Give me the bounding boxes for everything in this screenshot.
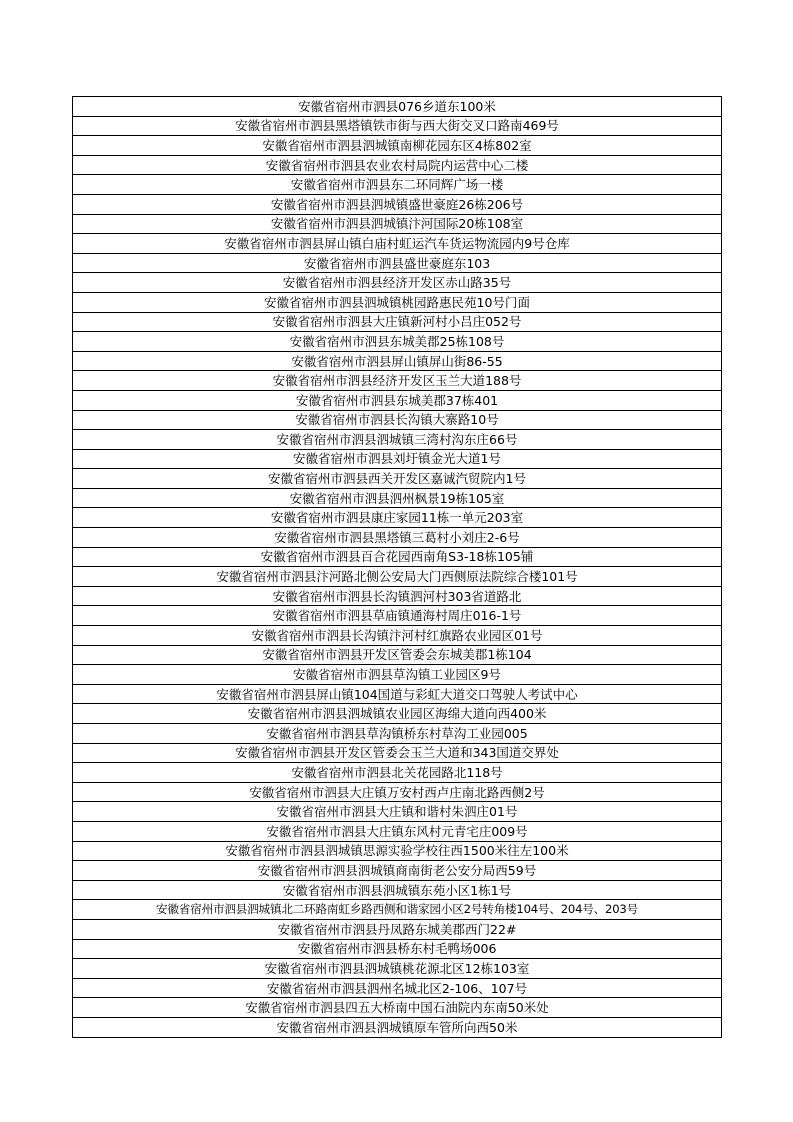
table-row bbox=[73, 528, 722, 548]
address-cell: 安徽省宿州市泗县四五大桥南中国石油院内东南50米处 bbox=[73, 998, 722, 1018]
address-cell: 安徽省宿州市泗县泗城镇桃园路惠民苑10号门面 bbox=[73, 292, 722, 312]
table-row bbox=[73, 1017, 722, 1037]
table-row bbox=[73, 116, 722, 136]
table-row bbox=[73, 273, 722, 293]
address-cell: 安徽省宿州市泗县076乡道东100米 bbox=[73, 97, 722, 117]
table-row bbox=[73, 821, 722, 841]
table-row bbox=[73, 665, 722, 685]
table-row bbox=[73, 155, 722, 175]
address-cell: 安徽省宿州市泗县康庄家园11栋一单元203室 bbox=[73, 508, 722, 528]
table-row bbox=[73, 704, 722, 724]
address-cell: 安徽省宿州市泗县刘圩镇金光大道1号 bbox=[73, 449, 722, 469]
address-cell: 安徽省宿州市泗县东二环同辉广场一楼 bbox=[73, 175, 722, 195]
table-row bbox=[73, 390, 722, 410]
address-cell: 安徽省宿州市泗县长沟镇大寨路10号 bbox=[73, 410, 722, 430]
table-row bbox=[73, 253, 722, 273]
table-row bbox=[73, 586, 722, 606]
address-cell: 安徽省宿州市泗县泗城镇思源实验学校往西1500米往左100米 bbox=[73, 841, 722, 861]
address-cell: 安徽省宿州市泗县大庄镇和谐村朱泗庄01号 bbox=[73, 802, 722, 822]
table-row bbox=[73, 97, 722, 117]
table-row bbox=[73, 488, 722, 508]
table-row bbox=[73, 802, 722, 822]
address-cell: 安徽省宿州市泗县泗城镇农业园区海绵大道向西400米 bbox=[73, 704, 722, 724]
table-row bbox=[73, 351, 722, 371]
address-cell: 安徽省宿州市泗县桥东村毛鸭场006 bbox=[73, 939, 722, 959]
address-cell: 安徽省宿州市泗县长沟镇泗河村303省道路北 bbox=[73, 586, 722, 606]
address-cell: 安徽省宿州市泗县屏山镇白庙村虹运汽车货运物流园内9号仓库 bbox=[73, 234, 722, 254]
address-cell: 安徽省宿州市泗县泗城镇盛世豪庭26栋206号 bbox=[73, 194, 722, 214]
table-row bbox=[73, 292, 722, 312]
address-cell: 安徽省宿州市泗县农业农村局院内运营中心二楼 bbox=[73, 155, 722, 175]
table-row bbox=[73, 508, 722, 528]
address-cell: 安徽省宿州市泗县泗城镇三湾村沟东庄66号 bbox=[73, 430, 722, 450]
address-cell: 安徽省宿州市泗县泗城镇商南街老公安分局西59号 bbox=[73, 861, 722, 881]
table-row bbox=[73, 312, 722, 332]
address-cell: 安徽省宿州市泗县草庙镇通海村周庄016-1号 bbox=[73, 606, 722, 626]
address-cell: 安徽省宿州市泗县丹凤路东城美郡西门22# bbox=[73, 919, 722, 939]
table-row bbox=[73, 939, 722, 959]
table-row bbox=[73, 919, 722, 939]
table-row bbox=[73, 606, 722, 626]
table-row bbox=[73, 194, 722, 214]
table-row bbox=[73, 880, 722, 900]
table-row bbox=[73, 900, 722, 920]
address-cell: 安徽省宿州市泗县东城美郡25栋108号 bbox=[73, 332, 722, 352]
address-cell: 安徽省宿州市泗县黑塔镇三葛村小刘庄2-6号 bbox=[73, 528, 722, 548]
table-row bbox=[73, 136, 722, 156]
address-cell: 安徽省宿州市泗县泗城镇桃花源北区12栋103室 bbox=[73, 959, 722, 979]
address-cell: 安徽省宿州市泗县泗城镇东苑小区1栋1号 bbox=[73, 880, 722, 900]
address-cell: 安徽省宿州市泗县盛世豪庭东103 bbox=[73, 253, 722, 273]
address-cell: 安徽省宿州市泗县北关花园路北118号 bbox=[73, 763, 722, 783]
address-cell: 安徽省宿州市泗县泗城镇汴河国际20栋108室 bbox=[73, 214, 722, 234]
table-row bbox=[73, 861, 722, 881]
address-table-body bbox=[73, 97, 722, 1038]
table-row bbox=[73, 724, 722, 744]
address-cell: 安徽省宿州市泗县经济开发区赤山路35号 bbox=[73, 273, 722, 293]
address-cell: 安徽省宿州市泗县大庄镇万安村西卢庄南北路西侧2号 bbox=[73, 782, 722, 802]
table-row bbox=[73, 214, 722, 234]
address-cell: 安徽省宿州市泗县大庄镇新河村小吕庄052号 bbox=[73, 312, 722, 332]
address-cell: 安徽省宿州市泗县西关开发区嘉诚汽贸院内1号 bbox=[73, 469, 722, 489]
address-cell: 安徽省宿州市泗县百合花园西南角S3-18栋105铺 bbox=[73, 547, 722, 567]
address-cell: 安徽省宿州市泗县屏山镇104国道与彩虹大道交口驾驶人考试中心 bbox=[73, 684, 722, 704]
table-row bbox=[73, 371, 722, 391]
table-row bbox=[73, 175, 722, 195]
table-row bbox=[73, 234, 722, 254]
table-row bbox=[73, 782, 722, 802]
table-row bbox=[73, 332, 722, 352]
address-cell: 安徽省宿州市泗县开发区管委会玉兰大道和343国道交界处 bbox=[73, 743, 722, 763]
address-cell: 安徽省宿州市泗县泗州枫景19栋105室 bbox=[73, 488, 722, 508]
address-cell: 安徽省宿州市泗县泗州名城北区2-106、107号 bbox=[73, 978, 722, 998]
address-sheet bbox=[72, 96, 722, 1038]
address-cell: 安徽省宿州市泗县草沟镇工业园区9号 bbox=[73, 665, 722, 685]
table-row bbox=[73, 645, 722, 665]
table-row bbox=[73, 626, 722, 646]
table-row bbox=[73, 567, 722, 587]
table-row bbox=[73, 684, 722, 704]
address-cell: 安徽省宿州市泗县汴河路北侧公安局大门西侧原法院综合楼101号 bbox=[73, 567, 722, 587]
table-row bbox=[73, 959, 722, 979]
address-table bbox=[72, 96, 722, 1038]
address-cell: 安徽省宿州市泗县草沟镇桥东村草沟工业园005 bbox=[73, 724, 722, 744]
table-row bbox=[73, 841, 722, 861]
address-cell: 安徽省宿州市泗县东城美郡37栋401 bbox=[73, 390, 722, 410]
table-row bbox=[73, 430, 722, 450]
table-row bbox=[73, 410, 722, 430]
address-cell: 安徽省宿州市泗县泗城镇南柳花园东区4栋802室 bbox=[73, 136, 722, 156]
address-cell: 安徽省宿州市泗县大庄镇东风村元青宅庄009号 bbox=[73, 821, 722, 841]
address-cell: 安徽省宿州市泗县屏山镇屏山街86-55 bbox=[73, 351, 722, 371]
table-row bbox=[73, 978, 722, 998]
table-row bbox=[73, 469, 722, 489]
address-cell: 安徽省宿州市泗县开发区管委会东城美郡1栋104 bbox=[73, 645, 722, 665]
address-cell: 安徽省宿州市泗县长沟镇汴河村红旗路农业园区01号 bbox=[73, 626, 722, 646]
table-row bbox=[73, 998, 722, 1018]
address-cell: 安徽省宿州市泗县经济开发区玉兰大道188号 bbox=[73, 371, 722, 391]
table-row bbox=[73, 449, 722, 469]
address-cell: 安徽省宿州市泗县黑塔镇铁市街与西大街交叉口路南469号 bbox=[73, 116, 722, 136]
address-cell: 安徽省宿州市泗县泗城镇原车管所向西50米 bbox=[73, 1017, 722, 1037]
table-row bbox=[73, 547, 722, 567]
table-row bbox=[73, 763, 722, 783]
table-row bbox=[73, 743, 722, 763]
address-cell: 安徽省宿州市泗县泗城镇北二环路南虹乡路西侧和谐家园小区2号转角楼104号、204号、203号 bbox=[73, 900, 722, 920]
